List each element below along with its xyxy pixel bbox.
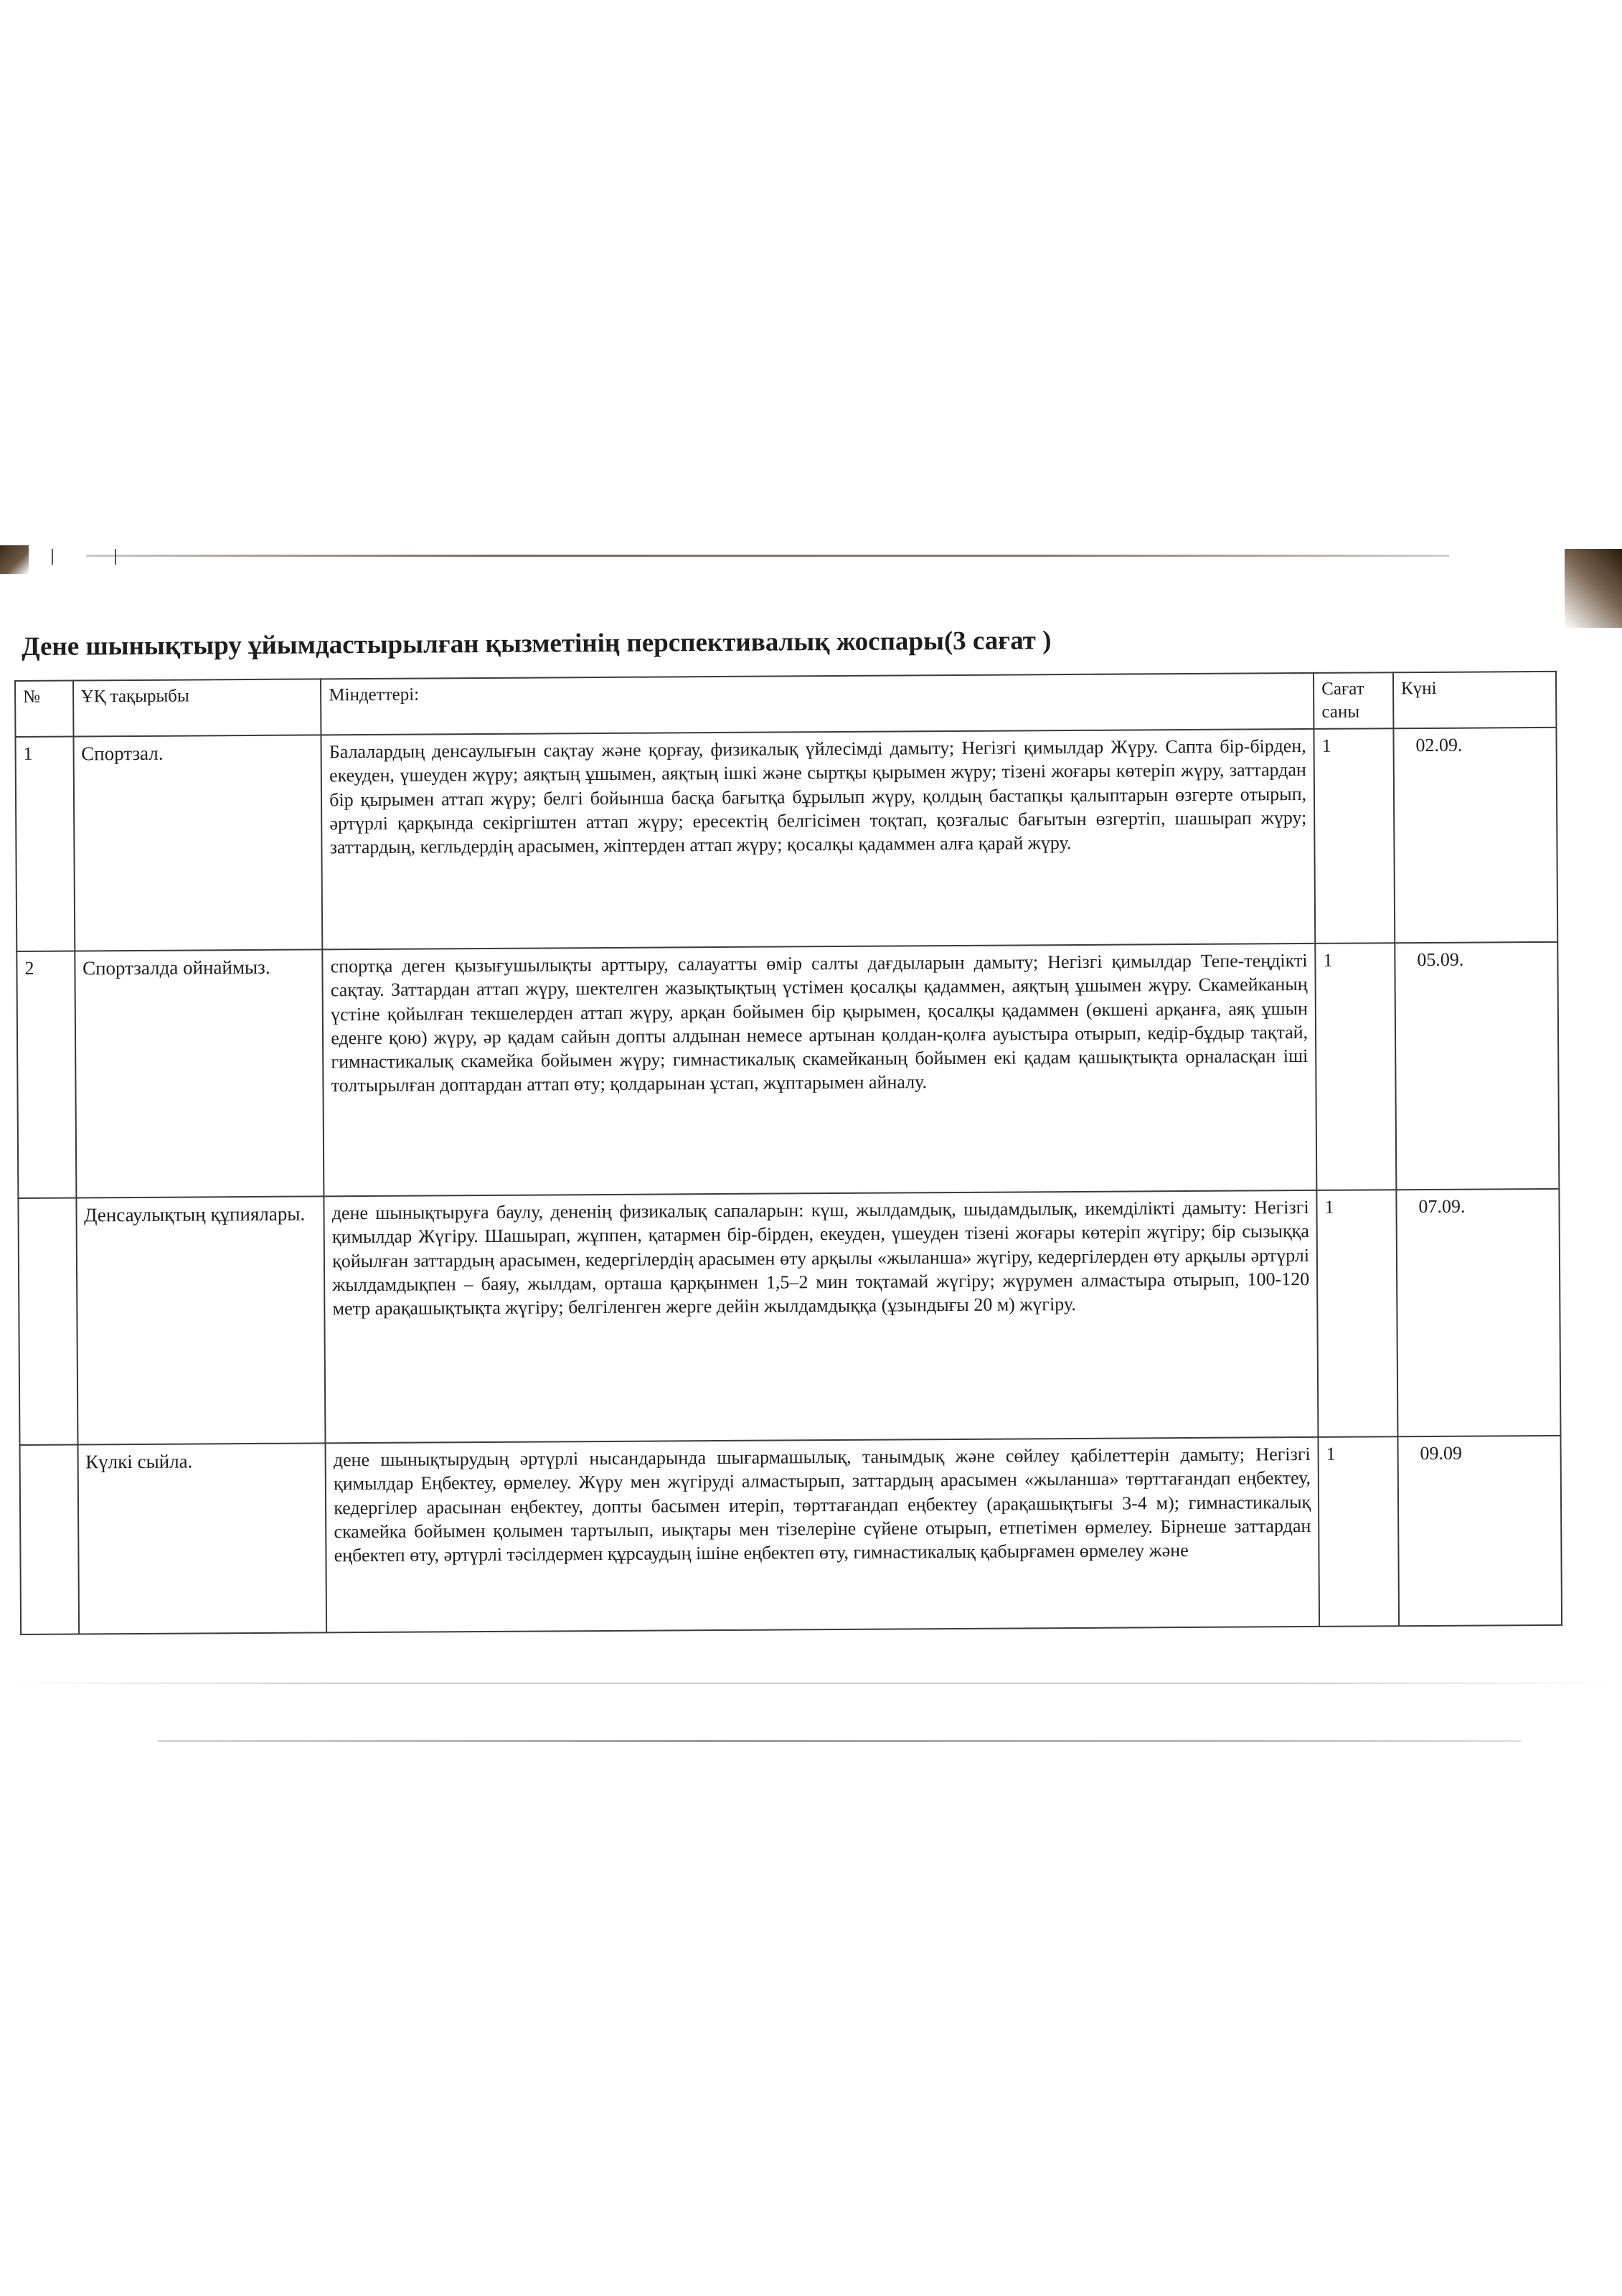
row-tasks: Балалардың денсаулығын сақтау және қорғау, физикалық үйлесімді дамыту; Негізгі қимылдар Жүру. Сапта бір-бірден, екеуден, үшеуден жүру; аяқтың ұшымен, аяқтың ішкі және сыртқы қырымен жүру; тізені жоғары көтеріп жүру, заттардан бір қырымен аттап жүру; белгі бойынша басқа бағытқа бұрылып жүру, қолдың бастапқы қалыптарын өзгерте отырып, әртүрлі қарқында секіргіштен аттап жүру; ересектің белгісімен тоқтап, қозғалыс бағытын өзгертіп, шашырап жүру; заттардың, кегльдердің арасымен, жіптерден аттап жүру; қосалқы қадаммен алға қарай жүру. — [329, 735, 1307, 858]
header-tasks: Міндеттері: — [321, 673, 1314, 735]
row-date: 02.09. — [1415, 734, 1463, 756]
row-number: 2 — [16, 951, 76, 1198]
header-date: Күні — [1393, 672, 1557, 728]
table-row — [20, 1436, 1562, 1634]
edge-mark — [52, 549, 53, 565]
row-tasks: спортқа деген қызығушылықты арттыру, салауатты өмір салты дағдыларын дамыту; Негізгі қимылдар Тепе-теңдікті сақтау. Заттардан аттап жүру, шектелген жазықтықтың үстімен қосалқы қадаммен, аяқтың ұшымен жүру. Скамейканың үстіне қойылған текшелерден аттап жүру, арқан бойымен бір қырымен, қосалқы қадаммен (өкшені арқанға, аяқ ұшын еденге қою) жүру, әр қадам сайын допты алдынан немесе артынан қолдан-қолға ауыстыра отырып, кедір-бұдыр тақтай, гимнастикалық скамейка бойымен жүру; гимнастикалық скамейканың бойымен екі қадам қашықтықта орналасқан іші толтырылған доптардан аттап өту; қолдарынан ұстап, жұптарымен айналу. — [330, 949, 1309, 1096]
paper-bottom-edge — [158, 1740, 1521, 1742]
row-number — [18, 1198, 77, 1444]
paper-fold-line — [0, 1683, 1622, 1684]
row-hours: 1 — [1319, 1436, 1399, 1627]
header-number: № — [15, 681, 73, 737]
document-title: Дене шынықтыру ұйымдастырылған қызметінің перспективалық жоспары(3 сағат ) — [22, 626, 1052, 662]
row-date: 07.09. — [1418, 1195, 1466, 1218]
row-hours: 1 — [1314, 728, 1395, 944]
row-hours: 1 — [1315, 943, 1396, 1190]
plan-table — [14, 671, 1562, 1635]
plan-sheet — [14, 671, 1562, 1670]
row-tasks: дене шынықтыруға баулу, дененің физикалық сапаларын: күш, жылдамдық, шыдамдылық, икемділікті дамыту: Негізгі қимылдар Жүгіру. Шашырап, жұппен, қатармен бір-бірден, екеуден, үшеуден тізені жоғары көтеріп жүгіру; бір сызыққа қойылған заттардың арасымен, кедергілердің арасымен өту арқылы «жыланша» жүгіру, кедергілерден өту арқылы әртүрлі жылдамдықпен – баяу, жылдам, орташа қарқынмен 1,5–2 мин тоқтамай жүгіру; жүрумен алмастыра отырып, 100-120 метр арақашықтықта жүгіру; белгіленген жерге дейін жылдамдыққа (ұзындығы 20 м) жүгіру. — [331, 1196, 1310, 1319]
background-corner-left — [0, 545, 29, 574]
edge-mark — [115, 549, 116, 565]
header-topic: ҰҚ тақырыбы — [73, 679, 321, 736]
table-row — [18, 1189, 1560, 1445]
row-number: 1 — [15, 737, 74, 951]
table-header-row — [15, 672, 1556, 737]
row-number — [20, 1444, 79, 1634]
row-topic: Күлкі сыйла. — [85, 1450, 193, 1473]
header-hours: Сағат саны — [1314, 672, 1393, 729]
row-tasks: дене шынықтырудың әртүрлі нысандарында шығармашылық, танымдық және сөйлеу қабілеттерін дамыту; Негізгі қимылдар Еңбектеу, өрмелеу. Жүру мен жүгіруді алмастырып, заттардың арасымен «жыланша» төрттағандап еңбектеу, кедергілер арасынан еңбектеу, допты басымен итеріп, төрттағандап еңбектеу (арақашықтығы 3-4 м); гимнастикалық скамейка бойымен қолымен тартылып, иықтары мен тізелеріне сүйене отырып, етпетімен өрмелеу. Бірнеше заттардан еңбектеп өту, әртүрлі тәсілдермен құрсаудың ішіне еңбектеп өту, гимнастикалық қабырғамен өрмелеу және — [333, 1443, 1311, 1566]
table-row — [15, 728, 1557, 951]
background-corner-right — [1565, 549, 1622, 628]
table-row — [16, 942, 1559, 1198]
row-topic: Денсаулықтың құпиялары. — [84, 1203, 306, 1226]
row-topic: Спортзалда ойнаймыз. — [82, 956, 270, 979]
row-topic: Спортзал. — [81, 742, 164, 765]
row-date: 05.09. — [1417, 949, 1464, 971]
row-hours: 1 — [1316, 1190, 1397, 1437]
row-date: 09.09 — [1420, 1442, 1463, 1464]
paper-edge-line — [86, 555, 1449, 557]
